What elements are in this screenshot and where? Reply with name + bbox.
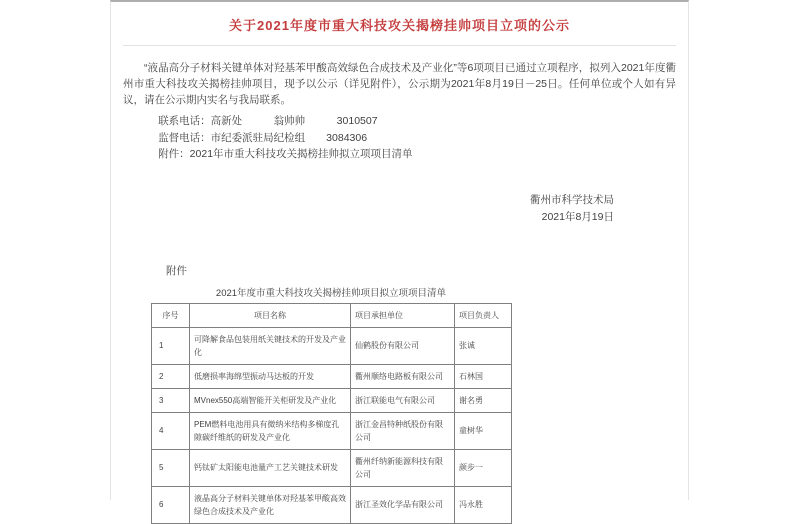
cell-project-name: 低磨损率海绵型振动马达板的开发	[190, 364, 351, 388]
header-index: 序号	[152, 303, 190, 327]
table-row	[152, 327, 512, 364]
table-row	[152, 486, 512, 523]
title-divider	[123, 45, 676, 46]
table-title: 2021年度市重大科技攻关揭榜挂帅项目拟立项项目清单	[215, 287, 447, 299]
cell-index: 2	[152, 364, 190, 388]
cell-leader: 张诚	[455, 327, 512, 364]
signature-block	[123, 192, 676, 226]
table-row	[152, 364, 512, 388]
attachment-reference-line: 附件：2021年市重大科技攻关揭榜挂帅拟立项项目清单	[158, 148, 413, 160]
table-row	[152, 412, 512, 449]
cell-project-name: 钙钛矿太阳能电池量产工艺关键技术研发	[190, 449, 351, 486]
project-list-table	[151, 303, 512, 524]
cell-unit: 衢州纤纳新能源科技有限公司	[351, 449, 455, 486]
cell-leader: 谢名勇	[455, 388, 512, 412]
cell-unit: 仙鹤股份有限公司	[351, 327, 455, 364]
cell-leader: 童树华	[455, 412, 512, 449]
cell-index: 6	[152, 486, 190, 523]
contact-phone-line: 联系电话：高新处 翁帅帅 3010507	[158, 115, 378, 127]
table-row	[152, 449, 512, 486]
header-project-name: 项目名称	[190, 303, 351, 327]
attachment-table-section	[151, 285, 511, 524]
attachment-section-label: 附件	[166, 264, 187, 277]
cell-leader: 颜步一	[455, 449, 512, 486]
announcement-paragraph: “液晶高分子材料关键单体对羟基苯甲酸高效绿色合成技术及产业化”等6项项目已通过立项程序，拟列入2021年度衢州市重大科技攻关揭榜挂帅项目，现予以公示（详见附件），公示期为2021年8月19日－25日。任何单位或个人如有异议，请在公示期内实名与我局联系。	[123, 62, 676, 106]
supervision-phone-line: 监督电话：市纪委派驻局纪检组 3084306	[158, 131, 368, 144]
cell-project-name: 可降解食品包装用纸关键技术的开发及产业化	[190, 327, 351, 364]
cell-project-name: MVnex550高端智能开关柜研发及产业化	[190, 388, 351, 412]
cell-unit: 浙江圣效化学品有限公司	[351, 486, 455, 523]
table-row	[152, 388, 512, 412]
header-project-leader: 项目负责人	[455, 303, 512, 327]
cell-leader: 石林国	[455, 364, 512, 388]
page-title: 关于2021年度市重大科技攻关揭榜挂帅项目立项的公示	[229, 18, 570, 33]
cell-unit: 浙江金昌特种纸股份有限公司	[351, 412, 455, 449]
cell-unit: 浙江联能电气有限公司	[351, 388, 455, 412]
cell-index: 3	[152, 388, 190, 412]
cell-leader: 冯永胜	[455, 486, 512, 523]
document-page	[110, 0, 689, 516]
cell-index: 5	[152, 449, 190, 486]
cell-project-name: PEM燃料电池用具有微纳米结构多梯度孔隙碳纤维纸的研发及产业化	[190, 412, 351, 449]
header-undertaking-unit: 项目承担单位	[351, 303, 455, 327]
cell-index: 4	[152, 412, 190, 449]
cell-index: 1	[152, 327, 190, 364]
contact-block	[123, 113, 676, 163]
cell-project-name: 液晶高分子材料关键单体对羟基苯甲酸高效绿色合成技术及产业化	[190, 486, 351, 523]
signature-date: 2021年8月19日	[541, 210, 614, 223]
table-header-row	[152, 303, 512, 327]
signature-organization: 衢州市科学技术局	[530, 193, 614, 206]
cell-unit: 衢州顺络电路板有限公司	[351, 364, 455, 388]
